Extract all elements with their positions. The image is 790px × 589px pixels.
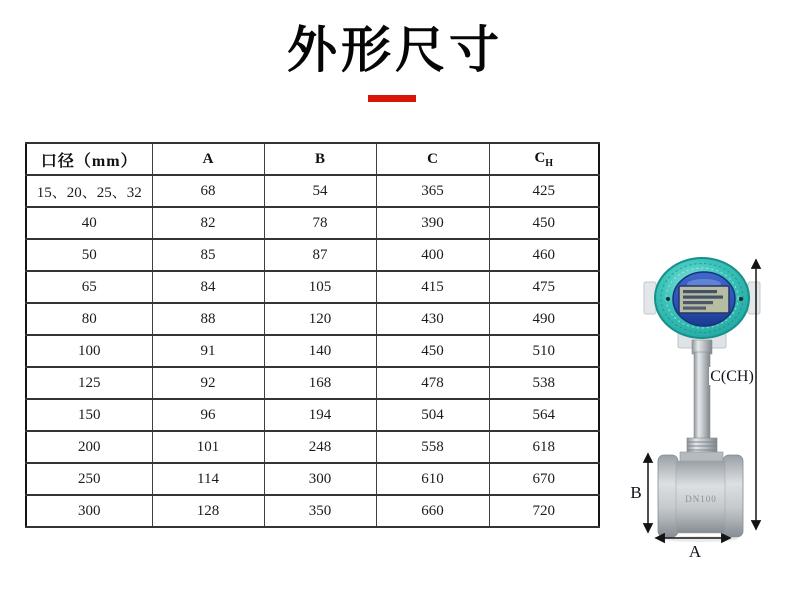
table-row (26, 431, 599, 463)
dimension-cell: 114 (152, 463, 264, 495)
dimensions-table (25, 142, 600, 528)
dimension-cell: 504 (376, 399, 489, 431)
dimension-cell: 415 (376, 271, 489, 303)
page-title: 外形尺寸 (287, 22, 503, 78)
diameter-cell: 65 (26, 271, 152, 303)
dim-label-body-width: A (688, 542, 702, 561)
dimension-cell: 425 (489, 175, 599, 207)
diameter-cell: 80 (26, 303, 152, 335)
dimension-cell: 78 (264, 207, 376, 239)
dimension-cell: 564 (489, 399, 599, 431)
dimension-cell: 610 (376, 463, 489, 495)
dimension-cell: 85 (152, 239, 264, 271)
table-row (26, 303, 599, 335)
col-header-diameter: 口径（mm） (26, 143, 152, 175)
table-header-row (26, 143, 599, 175)
table-row (26, 495, 599, 527)
table-row (26, 463, 599, 495)
dimension-cell: 91 (152, 335, 264, 367)
flange-left (658, 455, 678, 537)
dimension-cell: 87 (264, 239, 376, 271)
table-body (26, 175, 599, 527)
ch-main: C (534, 149, 546, 166)
dimension-cell: 84 (152, 271, 264, 303)
table-row (26, 367, 599, 399)
dimension-cell: 430 (376, 303, 489, 335)
col-header-ch (489, 143, 599, 175)
meter-stem (687, 340, 717, 458)
body-engraving: DN100 (685, 494, 717, 504)
dimension-cell: 101 (152, 431, 264, 463)
col-header-b: B (264, 143, 376, 175)
dimension-cell: 618 (489, 431, 599, 463)
diameter-cell: 150 (26, 399, 152, 431)
flowmeter-illustration (608, 240, 790, 575)
meter-head (655, 258, 749, 338)
title-underline (368, 95, 416, 102)
dimension-cell: 390 (376, 207, 489, 239)
dimension-cell: 475 (489, 271, 599, 303)
dimension-cell: 450 (489, 207, 599, 239)
dimension-cell: 120 (264, 303, 376, 335)
table-row (26, 335, 599, 367)
dimension-cell: 670 (489, 463, 599, 495)
table-row (26, 239, 599, 271)
diameter-cell: 50 (26, 239, 152, 271)
col-header-a: A (152, 143, 264, 175)
dimension-cell: 365 (376, 175, 489, 207)
table-row (26, 175, 599, 207)
dimension-cell: 538 (489, 367, 599, 399)
dimension-cell: 54 (264, 175, 376, 207)
meter-body (658, 452, 743, 542)
dimension-cell: 248 (264, 431, 376, 463)
dimension-cell: 88 (152, 303, 264, 335)
dimension-cell: 92 (152, 367, 264, 399)
flowmeter-figure (608, 240, 790, 575)
diameter-cell: 40 (26, 207, 152, 239)
dimension-cell: 68 (152, 175, 264, 207)
diameter-cell: 100 (26, 335, 152, 367)
col-header-c: C (376, 143, 489, 175)
table-row (26, 399, 599, 431)
dimension-cell: 720 (489, 495, 599, 527)
dimension-cell: 168 (264, 367, 376, 399)
flowmeter-photo (644, 258, 760, 542)
dim-label-total-height: C(CH) (710, 368, 754, 385)
dimension-cell: 490 (489, 303, 599, 335)
dimension-cell: 96 (152, 399, 264, 431)
diameter-cell: 200 (26, 431, 152, 463)
table-row (26, 271, 599, 303)
dimension-cell: 660 (376, 495, 489, 527)
diameter-cell: 125 (26, 367, 152, 399)
dimension-cell: 450 (376, 335, 489, 367)
dimension-cell: 558 (376, 431, 489, 463)
dimension-cell: 478 (376, 367, 489, 399)
ch-sub: H (545, 157, 554, 169)
dimension-cell: 350 (264, 495, 376, 527)
diameter-cell: 15、20、25、32 (26, 175, 152, 207)
diameter-cell: 250 (26, 463, 152, 495)
dim-label-body-height: B (630, 483, 642, 502)
bezel-screw-right (739, 297, 743, 301)
table-row (26, 207, 599, 239)
dimension-cell: 300 (264, 463, 376, 495)
dimension-cell: 400 (376, 239, 489, 271)
dimension-cell: 510 (489, 335, 599, 367)
meter-display (679, 286, 729, 313)
dimension-cell: 128 (152, 495, 264, 527)
dimension-cell: 194 (264, 399, 376, 431)
bezel-screw-left (666, 297, 670, 301)
dimension-cell: 460 (489, 239, 599, 271)
dimension-cell: 140 (264, 335, 376, 367)
dimension-cell: 82 (152, 207, 264, 239)
dimension-cell: 105 (264, 271, 376, 303)
flange-right (723, 455, 743, 537)
diameter-cell: 300 (26, 495, 152, 527)
